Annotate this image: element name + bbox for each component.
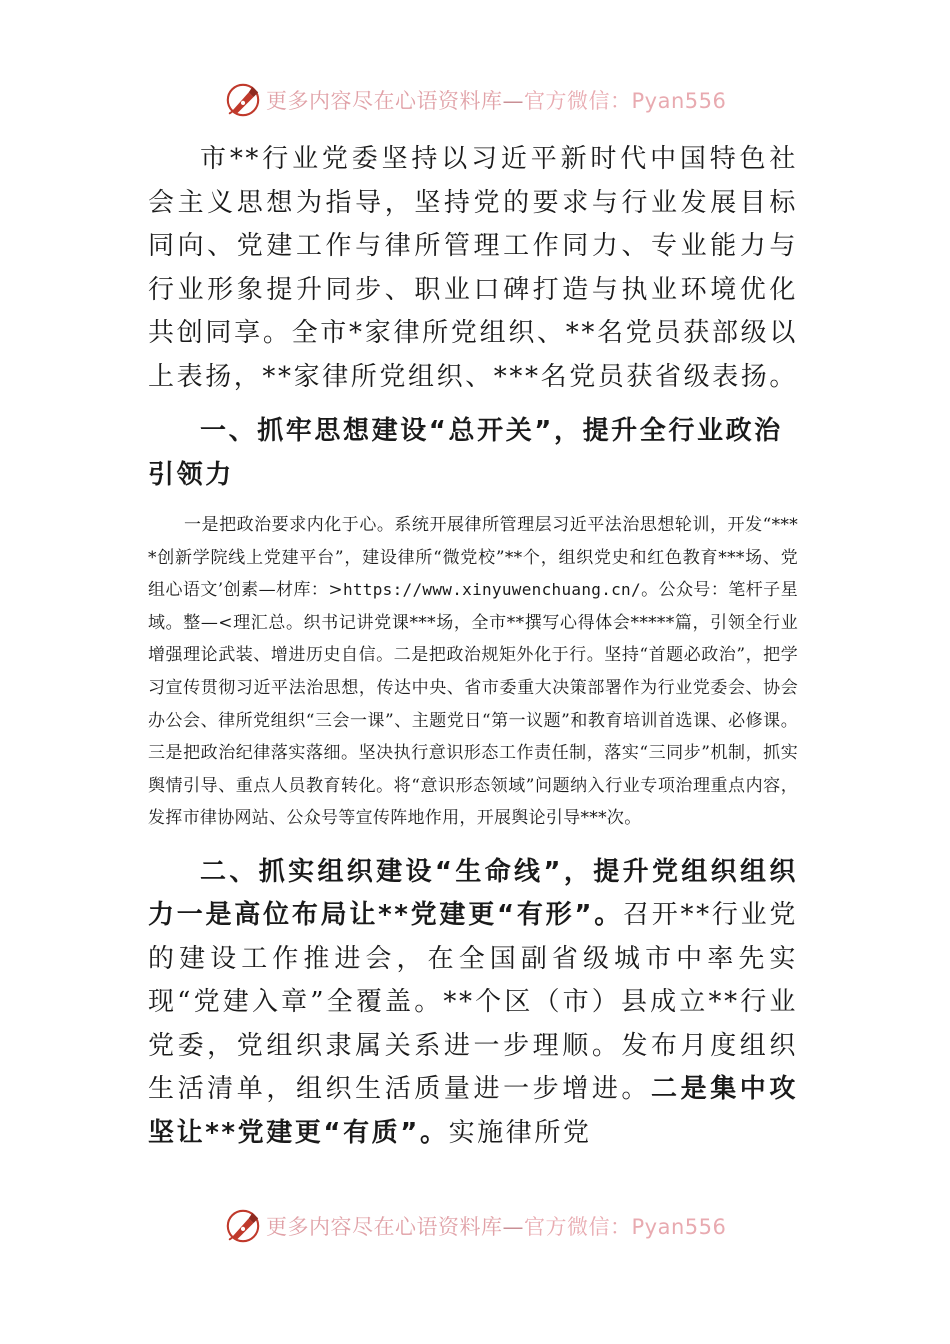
section2-bold1: 一是高位布局让**党建更“有形”。 [176,900,623,931]
header-slogan: 更多内容尽在心语资料库 [266,89,503,113]
source-url-link[interactable]: https://www.xinyuwenchuang.cn/ [342,580,641,600]
footer-text [266,1211,726,1241]
section2-paragraph [148,851,798,1156]
section1-heading: 一、抓牢思想建设“总开关”，提升全行业政治引领力 [148,416,783,490]
header-text [266,85,726,115]
section2-bold2: 二是集中攻坚让**党建更“有质”。 [148,1074,798,1148]
footer-banner [224,1206,744,1246]
header-dash: — [502,89,524,113]
section2-heading: 二、抓实组织建设“生命线”，提升党组织组织力 [148,856,798,931]
pen-nib-logo-icon [224,81,262,119]
header-wechat: 官方微信：Pyan556 [524,89,727,113]
footer-dash: — [502,1215,524,1239]
document-body [148,138,798,1155]
intro-paragraph: 市**行业党委坚持以习近平新时代中国特色社会主义思想为指导，坚持党的要求与行业发展目标同向、党建工作与律所管理工作同力、专业能力与行业形象提升同步、职业口碑打造与执业环境优化共创同享。全市*家律所党组织、**名党员获部级以上表扬，**家律所党组织、***名党员获省级表扬。 [148,144,799,392]
footer-wechat: 官方微信：Pyan556 [524,1215,727,1239]
section1-paragraph [148,509,798,835]
section2-text2: 实施律所党 [448,1117,592,1148]
section1-part2: 。公众号：笔杆子星域。整—<理汇总。织书记讲党课***场，全市**撰写心得体会*****篇，引领全行业增强理论武装、增进历史自信。二是把政治规矩外化于行。坚持“首题必政治”，把学习宣传贯彻习近平法治思想，传达中央、省市委重大决策部署作为行业党委会、协会办公会、律所党组织“三会一课”、主题党日“第一议题”和教育培训首选课、必修课。三是把政治纪律落实落细。坚决执行意识形态工作责任制，落实“三同步”机制，抓实舆情引导、重点人员教育转化。将“意识形态领域”问题纳入行业专项治理重点内容，发挥市律协网站、公众号等宣传阵地作用，开展舆论引导***次。 [148,580,798,829]
header-banner [224,80,744,120]
section1-part1: 一是把政治要求内化于心。系统开展律所管理层习近平法治思想轮训，开发“****创新学院线上党建平台”，建设律所“微党校”**个，组织党史和红色教育***场、党组心语文’创素—材库：> [148,515,798,601]
pen-nib-logo-icon [224,1207,262,1245]
footer-slogan: 更多内容尽在心语资料库 [266,1215,503,1239]
section2-text1: 召开**行业党的建设工作推进会，在全国副省级城市中率先实现“党建入章”全覆盖。**个区（市）县成立**行业党委，党组织隶属关系进一步理顺。发布月度组织生活清单，组织生活质量进一步增进。 [148,900,798,1105]
